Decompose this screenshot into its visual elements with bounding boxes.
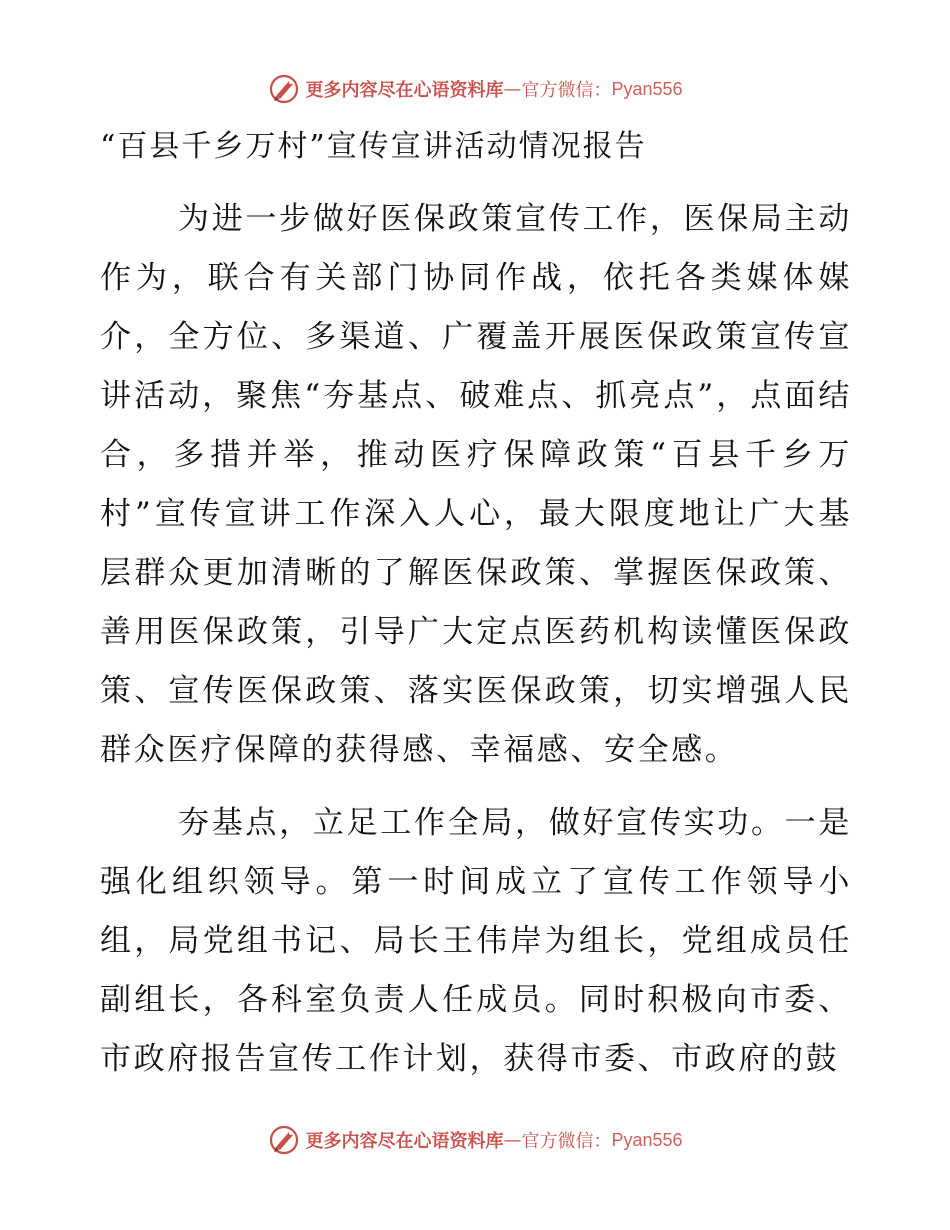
footer-watermark: [0, 1123, 950, 1157]
watermark-separator: —: [503, 78, 522, 100]
watermark-separator: —: [503, 1129, 522, 1151]
watermark-main-text: 更多内容尽在心语资料库: [305, 80, 504, 101]
watermark-wechat-id: Pyan556: [611, 1129, 683, 1150]
watermark-wechat-id: Pyan556: [611, 78, 683, 99]
pen-logo-icon: [267, 1123, 301, 1157]
watermark-label: 官方微信：: [521, 1131, 612, 1152]
header-watermark: [0, 72, 950, 106]
body-paragraph-1: 为进一步做好医保政策宣传工作，医保局主动作为，联合有关部门协同作战，依托各类媒体媒介，全方位、多渠道、广覆盖开展医保政策宣传宣讲活动，聚焦“夯基点、破难点、抓亮点”，点面结合，多措并举，推动医疗保障政策“百县千乡万村”宣传宣讲工作深入人心，最大限度地让广大基层群众更加清晰的了解医保政策、掌握医保政策、善用医保政策，引导广大定点医药机构读懂医保政策、宣传医保政策、落实医保政策，切实增强人民群众医疗保障的获得感、幸福感、安全感。: [100, 201, 852, 768]
watermark-label: 官方微信：: [521, 80, 612, 101]
watermark-main-text: 更多内容尽在心语资料库: [305, 1131, 504, 1152]
body-paragraph-2: 夯基点，立足工作全局，做好宣传实功。一是强化组织领导。第一时间成立了宣传工作领导小组，局党组书记、局长王伟岸为组长，党组成员任副组长，各科室负责人任成员。同时积极向市委、市政府报告宣传工作计划，获得市委、市政府的鼓: [100, 805, 852, 1077]
document-title: “百县千乡万村”宣传宣讲活动情况报告: [100, 129, 647, 164]
pen-logo-icon: [267, 72, 301, 106]
